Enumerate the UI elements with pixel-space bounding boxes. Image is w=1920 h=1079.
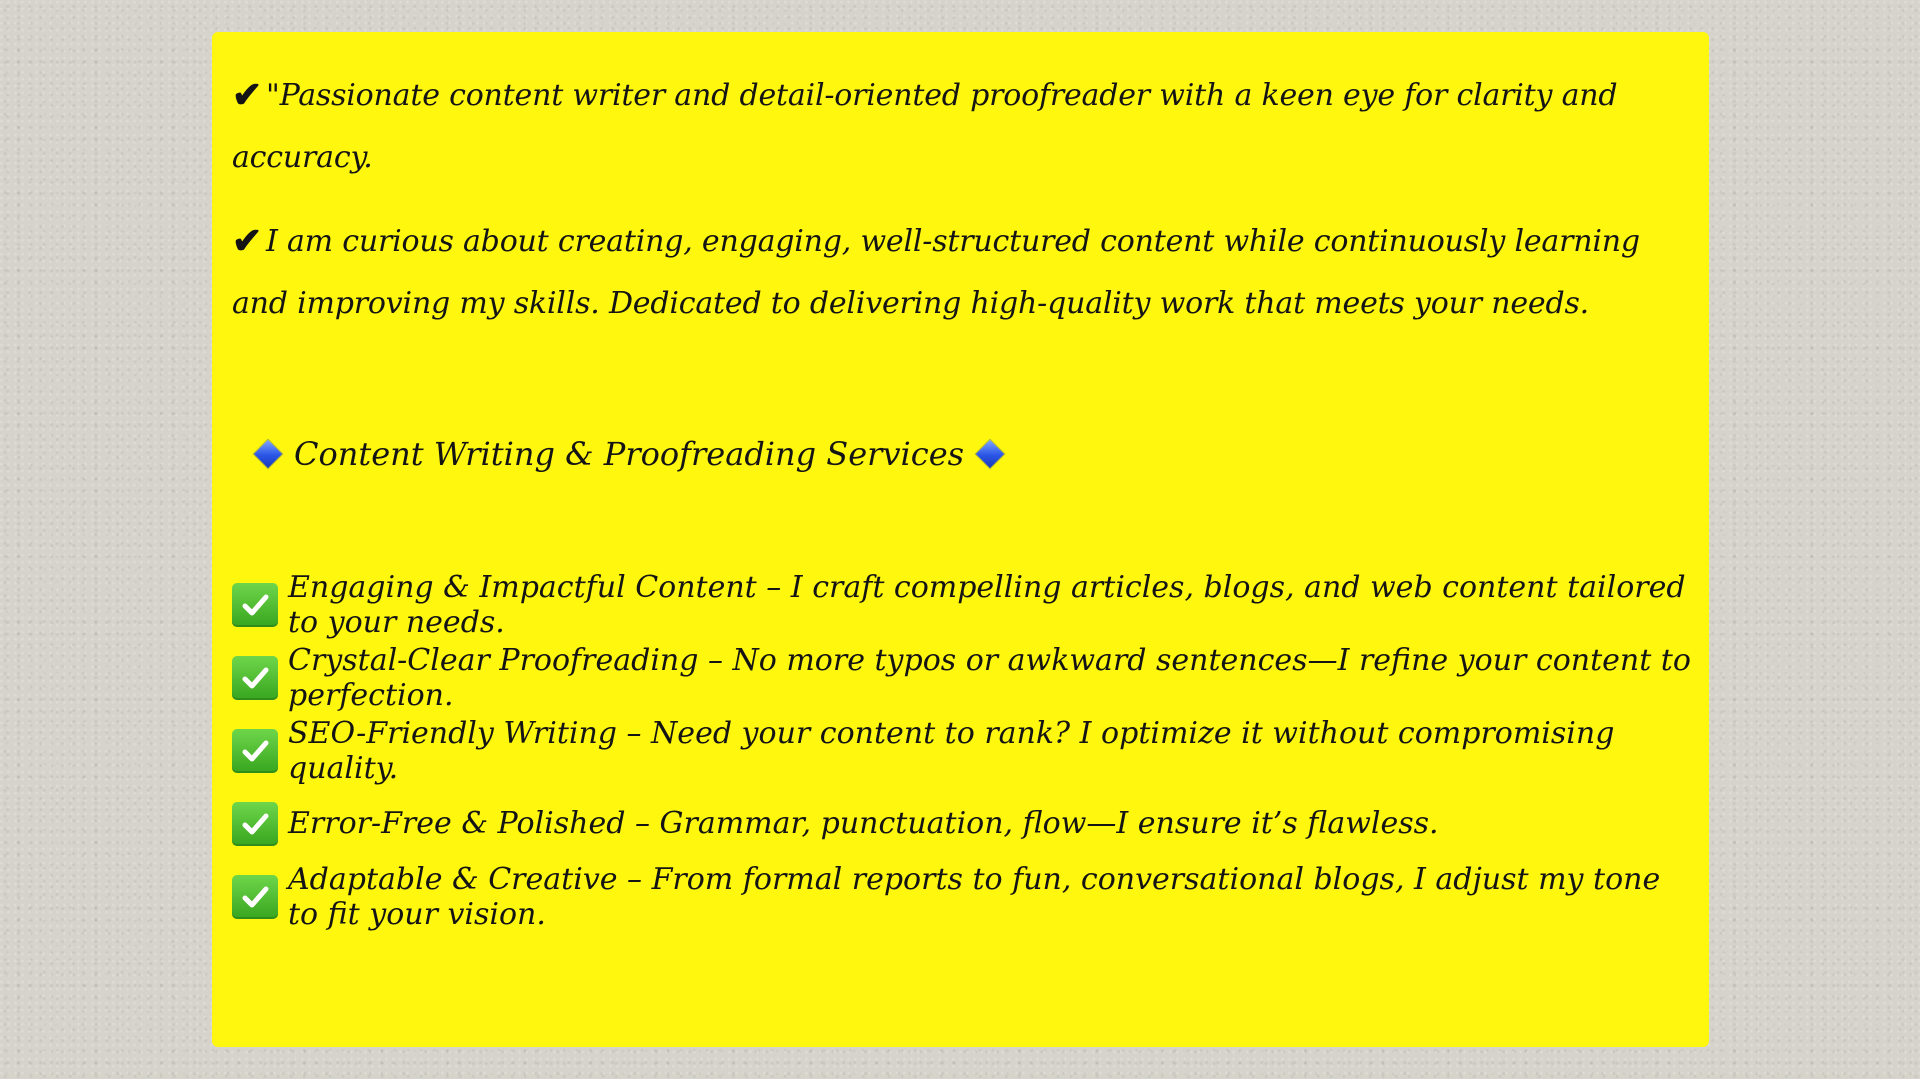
list-item — [232, 787, 1699, 860]
service-item-text: Crystal-Clear Proofreading – No more typos or awkward sentences—I refine your content to perfection. — [288, 642, 1691, 713]
green-check-box-icon — [232, 729, 278, 773]
list-item — [232, 568, 1699, 641]
blue-diamond-icon — [254, 440, 282, 468]
blue-diamond-icon — [976, 440, 1004, 468]
list-item — [232, 641, 1699, 714]
profile-note — [212, 32, 1709, 1047]
green-check-box-icon — [232, 656, 278, 700]
intro-paragraph-1 — [232, 64, 1695, 189]
intro-text-2: I am curious about creating, engaging, well-structured content while continuously learning and improving my skills. Dedicated to delivering high-quality work that meets your needs. — [232, 224, 1640, 321]
green-check-box-icon — [232, 802, 278, 846]
green-check-box-icon — [232, 583, 278, 627]
green-check-box-icon — [232, 875, 278, 919]
services-list — [232, 568, 1699, 933]
list-item — [232, 714, 1699, 787]
service-item-text: SEO-Friendly Writing – Need your content to rank? I optimize it without compromising quality. — [288, 715, 1615, 786]
list-item — [232, 860, 1699, 933]
check-mark-icon: ✔ — [232, 220, 262, 262]
service-item-text: Adaptable & Creative – From formal reports to fun, conversational blogs, I adjust my tone to fit your vision. — [288, 861, 1661, 932]
intro-text-1: "Passionate content writer and detail-oriented proofreader with a keen eye for clarity and accuracy. — [232, 78, 1618, 175]
services-heading — [242, 424, 1016, 484]
services-heading-text: Content Writing & Proofreading Services — [294, 435, 965, 473]
service-item-text: Engaging & Impactful Content – I craft compelling articles, blogs, and web content tailored to your needs. — [288, 569, 1686, 640]
check-mark-icon: ✔ — [232, 74, 262, 116]
intro-paragraph-2 — [232, 210, 1695, 335]
service-item-text: Error-Free & Polished – Grammar, punctuation, flow—I ensure it’s flawless. — [288, 806, 1439, 841]
